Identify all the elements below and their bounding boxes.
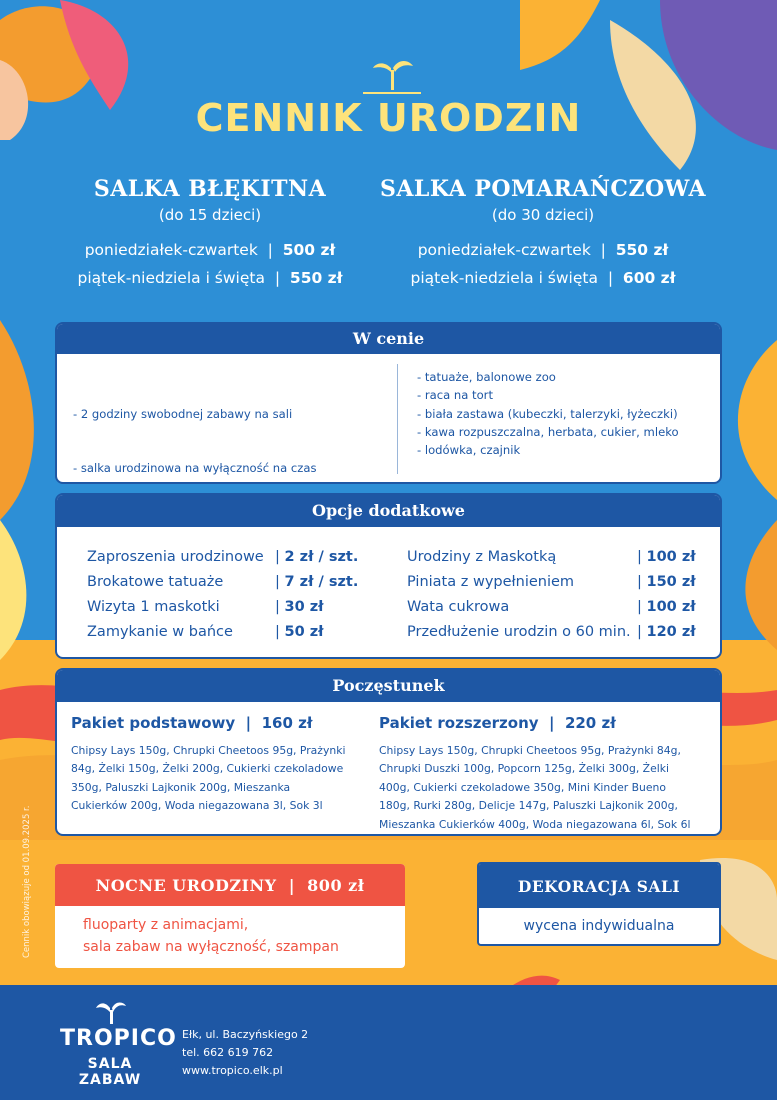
options-card (55, 493, 722, 659)
options-title: Opcje dodatkowe (57, 495, 720, 527)
included-left-list (73, 368, 393, 484)
palm-icon (96, 1000, 126, 1026)
page-title: CENNIK URODZIN (195, 96, 582, 140)
included-right-list (417, 368, 717, 459)
phone: tel. 662 619 762 (182, 1046, 274, 1059)
food-title: Poczęstunek (57, 670, 720, 702)
extended-package-contents: Chipsy Lays 150g, Chrupki Cheetoos 95g, Prażynki 84g, Chrupki Duszki 100g, Popcorn 125g, Żelki 300g, Żelki 400g, Cukierki czekoladowe 350g, Mini Kinder Bueno 180g, Rurki 280g, Delicje 147g, Paluszki Lajkonik 200g, Mieszanka Cukierków 400g, Woda niegazowana 6l, Sok 6l (379, 744, 691, 831)
option-row: Wizyta 1 maskotki (87, 599, 220, 615)
basic-package-contents: Chipsy Lays 150g, Chrupki Cheetoos 95g, Prażynki 84g, Żelki 150g, Żelki 200g, Cukierki czekoladowe 350g, Paluszki Lajkonik 200g, Mieszanka Cukierków 200g, Woda niegazowana 3l, Sok 3l (71, 744, 346, 813)
night-party-title: NOCNE URODZINY | 800 zł (55, 864, 405, 906)
night-party-description: fluoparty z animacjami, sala zabaw na wyłączność, szampan (83, 917, 339, 955)
weekend-label: piątek-niedziela i święta (410, 269, 598, 287)
logo-subtitle: SALA ZABAW (78, 1056, 142, 1088)
address: Ełk, ul. Baczyńskiego 2 (182, 1028, 309, 1041)
option-row: Przedłużenie urodzin o 60 min. (407, 624, 631, 640)
option-row: Urodziny z Maskotką (407, 549, 557, 565)
option-price: | 50 zł (275, 624, 324, 640)
validity-note: Cennik obowiązuje od 01.09.2025 r. (22, 805, 32, 958)
logo-name: TROPICO (60, 1026, 177, 1051)
room-name: SALKA POMARAŃCZOWA (379, 176, 707, 202)
room-prices: poniedziałek-czwartek | 550 zł piątek-niedziela i święta | 600 zł (410, 241, 676, 287)
contact-info (182, 1026, 308, 1080)
option-row: Piniata z wypełnieniem (407, 574, 575, 590)
list-item: - biała zastawa (kubeczki, talerzyki, łyżeczki) (417, 406, 678, 421)
list-item: - salka urodzinowa na wyłączność na czas (73, 461, 317, 476)
option-row: Zamykanie w bańce (87, 624, 233, 640)
column-divider (397, 364, 398, 474)
list-item: - lodówka, czajnik (417, 443, 521, 458)
night-party-box (55, 864, 405, 968)
website-link[interactable]: www.tropico.elk.pl (182, 1064, 283, 1077)
room-orange (363, 176, 723, 292)
option-price: | 2 zł / szt. (275, 549, 359, 565)
option-price: | 150 zł (637, 574, 696, 590)
decoration-box (477, 862, 721, 946)
option-price: | 120 zł (637, 624, 696, 640)
list-item: - 2 godziny swobodnej zabawy na sali (73, 406, 293, 421)
room-capacity: (do 30 dzieci) (491, 206, 595, 224)
list-item: - raca na tort (417, 388, 493, 403)
option-row: Wata cukrowa (407, 599, 510, 615)
option-price: | 7 zł / szt. (275, 574, 359, 590)
food-card (55, 668, 722, 836)
weekend-price: 550 zł (289, 269, 343, 287)
option-row: Zaproszenia urodzinowe (87, 549, 264, 565)
room-prices: poniedziałek-czwartek | 500 zł piątek-niedziela i święta | 550 zł (77, 241, 343, 287)
decoration-text: wycena indywidualna (523, 918, 675, 934)
decoration-title: DEKORACJA SALI (479, 864, 719, 908)
option-price: | 100 zł (637, 549, 696, 565)
extended-package-title: Pakiet rozszerzony | 220 zł (379, 714, 616, 732)
room-name: SALKA BŁĘKITNA (93, 176, 327, 202)
weekday-label: poniedziałek-czwartek (84, 241, 258, 259)
weekend-price: 600 zł (622, 269, 676, 287)
weekend-label: piątek-niedziela i święta (77, 269, 265, 287)
room-capacity: (do 15 dzieci) (158, 206, 262, 224)
basic-package-title: Pakiet podstawowy | 160 zł (71, 714, 313, 732)
list-item: - tatuaże, balonowe zoo (417, 370, 556, 384)
weekday-price: 500 zł (282, 241, 336, 259)
option-price: | 30 zł (275, 599, 324, 615)
option-row: Brokatowe tatuaże (87, 574, 224, 590)
weekday-label: poniedziałek-czwartek (417, 241, 591, 259)
included-title: W cenie (57, 324, 720, 354)
list-item: - kawa rozpuszczalna, herbata, cukier, mleko (417, 424, 679, 439)
option-price: | 100 zł (637, 599, 696, 615)
room-blue (30, 176, 390, 292)
included-card (55, 322, 722, 484)
weekday-price: 550 zł (615, 241, 669, 259)
